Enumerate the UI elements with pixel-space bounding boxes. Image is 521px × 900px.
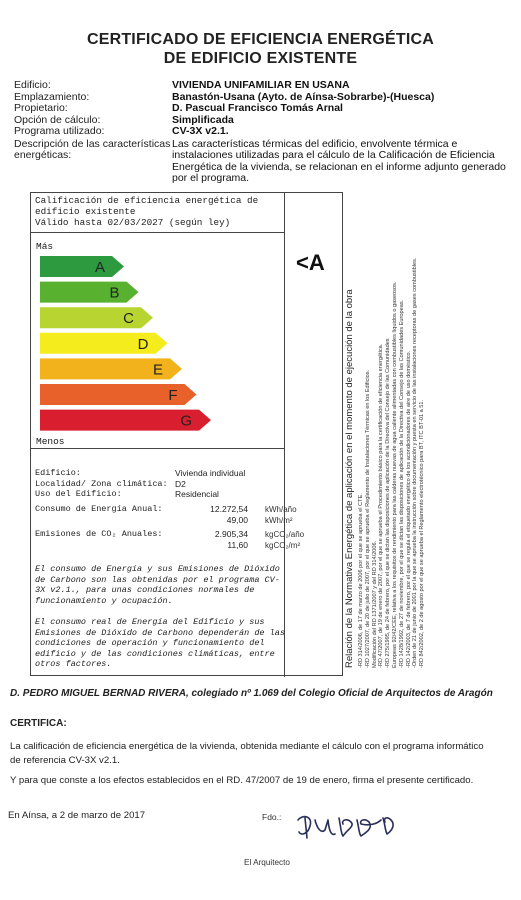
info-label: Emplazamiento: bbox=[14, 90, 90, 103]
info-label: Edificio: bbox=[14, 79, 51, 91]
info-value: Simplificada bbox=[172, 113, 234, 126]
consumo-row bbox=[35, 504, 297, 515]
place-date: En Aínsa, a 2 de marzo de 2017 bbox=[8, 810, 146, 821]
valid-until: Válido hasta 02/03/2027 (según ley) bbox=[35, 217, 231, 228]
regulations-title: Relación de la Normativa Energética de aplicación en el momento de ejecución de la obra bbox=[344, 289, 355, 668]
regulation-line: -RD 1428/1992, de 27 de noviembre, por el que se dictan las disposiciones de aplicación de la Directiva del Consejo de las Comunidades Europeas. bbox=[398, 299, 405, 668]
note-normal-conditions: El consumo de Energía y sus Emisiones de Dióxido de Carbono son las obtenidas por el programa CV-3X v2.1., para unas condiciones normales de funcionamiento y ocupación. bbox=[35, 564, 280, 606]
desc-label-line-1: Descripción de las características bbox=[14, 137, 171, 150]
certification-paragraph bbox=[10, 740, 515, 768]
energy-class-letter-a: A bbox=[94, 259, 105, 276]
energy-class-bar-c bbox=[40, 307, 153, 328]
building-data bbox=[35, 468, 285, 500]
desc-label-line-2: energéticas: bbox=[14, 149, 72, 161]
data-value: Vivienda individual bbox=[175, 468, 246, 478]
energy-class-letter-d: D bbox=[137, 335, 149, 353]
energy-class-bar-b bbox=[40, 282, 139, 303]
data-label: Edificio: bbox=[35, 468, 81, 478]
emisiones-m2-value: 11,60 bbox=[227, 539, 248, 550]
energy-class-letter-c: C bbox=[123, 310, 134, 328]
para1-line-2: de referencia CV-3X v2.1. bbox=[10, 755, 120, 766]
regulation-line: -RD 314/2006, de 17 de marzo de 2006 por el que se aprueba el CTE. bbox=[358, 493, 364, 668]
energy-class-letter-e: E bbox=[152, 361, 163, 379]
consumo-unit: kWh/año bbox=[265, 505, 297, 514]
para1-line-1: La calificación de eficiencia energética de la vivienda, obtenida mediante el cálculo con el programa informático bbox=[10, 741, 484, 752]
scale-divider bbox=[30, 448, 284, 449]
energy-rating: <A bbox=[296, 250, 325, 275]
energy-class-letter-f: F bbox=[168, 387, 178, 404]
info-value: Banastón-Usana (Ayto. de Aínsa-Sobrarbe)-(Huesca) bbox=[172, 90, 435, 103]
regulation-line: -RD 47/2007, de 19 de enero de 2007, por el que se aprueba el Procedimiento básico para la certificación de eficiencia energética. bbox=[378, 343, 385, 668]
title-line-2: DE EDIFICIO EXISTENTE bbox=[163, 50, 358, 67]
energy-class-letter-b: B bbox=[109, 284, 120, 302]
regulations-list bbox=[344, 196, 494, 668]
energy-class-bars bbox=[0, 0, 300, 440]
title-line-1: CERTIFICADO DE EFICIENCIA ENERGÉTICA bbox=[86, 31, 435, 48]
note-real-consumption: El consumo real de Energía del Edificio y sus Emisiones de Dióxido de Carbono dependerán de las condiciones de operación y funcionamiento del edificio y de las condiciones climáticas, entre otros factores. bbox=[35, 617, 285, 669]
regulation-line: -RD 275/1995, de 24 de febrero, por el que se dictan las disposiciones de aplicación de la Directiva del Consejo de las Comunidades bbox=[385, 338, 392, 668]
data-value: D2 bbox=[175, 478, 186, 489]
consumo-m2-unit: kWh/m² bbox=[265, 515, 293, 525]
regulation-line: Modificación del RD 1371/2007 y del RD 314/2006. bbox=[371, 540, 378, 668]
consumo-m2-value: 49,00 bbox=[226, 514, 248, 525]
calif-line-1: Calificación de eficiencia energética de bbox=[35, 195, 259, 206]
info-label: Programa utilizado: bbox=[14, 125, 105, 137]
info-value: D. Pascual Francisco Tomás Arnal bbox=[172, 102, 343, 114]
signed-label: Fdo.: bbox=[262, 812, 282, 822]
data-row-localidad bbox=[35, 479, 285, 490]
desc-value: Las características térmicas del edificio, envolvente térmica e instalaciones utilizadas para el cálculo de la Calificación de Eficiencia Energética de la vivienda, se relacionan en el informe adjunto generado por el programa. bbox=[172, 137, 506, 184]
data-row-uso bbox=[35, 489, 285, 500]
regulation-line: -RD 142/2003, de 7 de febrero, por el que se regula el etiquetado energético de los acondicionadores de aire de uso doméstico. bbox=[405, 350, 412, 668]
consumo-m2-row bbox=[35, 514, 293, 526]
signature-image bbox=[295, 806, 405, 846]
data-row-edificio bbox=[35, 468, 285, 479]
scale-bottom-label: Menos bbox=[36, 436, 65, 447]
emisiones-value: 2.905,34 bbox=[214, 529, 248, 539]
emisiones-label: Emisiones de CO₂ Anuales: bbox=[35, 529, 163, 539]
info-label: Propietario: bbox=[14, 102, 68, 114]
legal-paragraph: Y para que conste a los efectos establecidos en el RD. 47/2007 de 19 de enero, firma el presente certificado. bbox=[10, 775, 474, 786]
regulations-text bbox=[358, 196, 426, 668]
regulation-line: -RD 842/2002, de 2 de agosto por el que se aprueba el Reglamento electrotécnico para BT, ITC BT-01 a 51. bbox=[419, 399, 426, 668]
data-label: Localidad/ Zona climática: bbox=[35, 478, 168, 489]
certifica-heading: CERTIFICA: bbox=[10, 718, 67, 729]
calif-line-2: edificio existente bbox=[35, 206, 136, 217]
regulation-line: Europeas 92/42/CEE, relativa a los requisitos de rendimiento para las calderas nuevas de agua caliente alimentadas con combustibles líquidos o gaseosos. bbox=[391, 281, 398, 668]
energy-class-bar-a bbox=[40, 256, 124, 277]
signer-role: El Arquitecto bbox=[244, 858, 290, 867]
consumo-label: Consumo de Energía Anual: bbox=[35, 504, 163, 514]
emisiones-unit: kgCO₂/año bbox=[265, 530, 305, 539]
scale-top-label: Más bbox=[36, 241, 54, 252]
architect-line: D. PEDRO MIGUEL BERNAD RIVERA, colegiado nº 1.069 del Colegio Oficial de Arquitectos de Aragón bbox=[10, 688, 493, 699]
info-value: CV-3X v2.1. bbox=[172, 125, 229, 137]
info-value: VIVIENDA UNIFAMILIAR EN USANA bbox=[172, 79, 350, 91]
emisiones-m2-unit: kgCO₂/m² bbox=[265, 540, 301, 550]
consumo-value: 12.272,54 bbox=[210, 504, 248, 514]
data-label: Uso del Edificio: bbox=[35, 489, 122, 499]
regulation-line: -Orden de 21 de junio de 2001 por la que se aprueba la instrucción sobre documentación y puesta en servicio de las instalaciones receptoras de gases combustibles. bbox=[412, 257, 419, 668]
energy-class-letter-g: G bbox=[180, 412, 192, 430]
emisiones-m2-row bbox=[35, 539, 301, 551]
consumption-emissions bbox=[35, 504, 305, 550]
regulation-line: -RD 1027/2007, de 20 de julio de 2007, por el que se aprueba el Reglamento de Instalaciones Térmicas en los Edificios. bbox=[364, 369, 371, 668]
data-value: Residencial bbox=[175, 489, 219, 499]
info-label: Opción de cálculo: bbox=[14, 113, 101, 126]
emisiones-row bbox=[35, 529, 305, 540]
